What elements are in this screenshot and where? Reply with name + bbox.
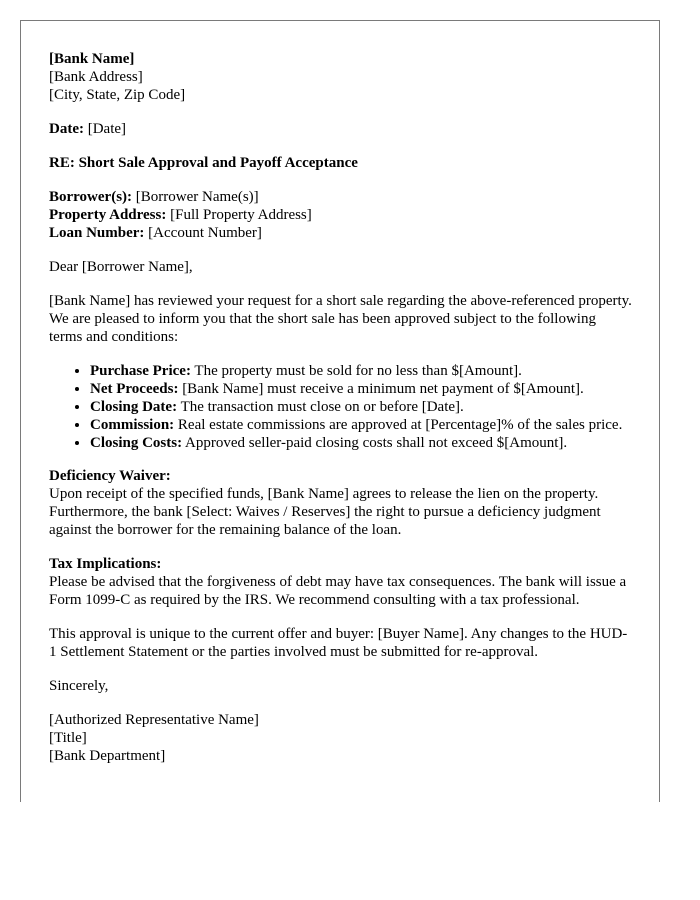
date-value: [Date]: [87, 121, 127, 137]
closing: Sincerely,: [49, 678, 109, 694]
term-item: [90, 362, 633, 380]
term-text: [Bank Name] must receive a minimum net payment of $[Amount].: [182, 381, 584, 397]
tax-section: [49, 555, 633, 609]
deficiency-section: [49, 467, 633, 539]
terms-list: [49, 362, 633, 452]
term-text: Approved seller-paid closing costs shall not exceed $[Amount].: [185, 435, 568, 451]
borrower-label: Borrower(s):: [49, 189, 133, 205]
salutation: Dear [Borrower Name],: [49, 259, 193, 275]
term-text: The transaction must close on or before [Date].: [180, 399, 464, 415]
date-line: [49, 120, 633, 138]
letter-content: [49, 50, 633, 765]
term-text: Real estate commissions are approved at [Percentage]% of the sales price.: [177, 417, 623, 433]
signature-block: [49, 711, 633, 765]
approval-note: This approval is unique to the current offer and buyer: [Buyer Name]. Any changes to the HUD-1 Settlement Statement or the parties involved must be submitted for re-approval.: [49, 626, 628, 660]
term-label: Closing Date:: [90, 399, 178, 415]
loan-value: [Account Number]: [148, 225, 262, 241]
term-item: [90, 398, 633, 416]
letter-page: [20, 20, 660, 802]
bank-address: [Bank Address]: [49, 69, 143, 85]
borrower-line: [49, 188, 633, 206]
term-label: Closing Costs:: [90, 435, 183, 451]
term-item: [90, 380, 633, 398]
property-value: [Full Property Address]: [170, 207, 312, 223]
term-label: Net Proceeds:: [90, 381, 179, 397]
subject-text: RE: Short Sale Approval and Payoff Acceptance: [49, 155, 358, 171]
loan-label: Loan Number:: [49, 225, 145, 241]
bank-city-state-zip: [City, State, Zip Code]: [49, 87, 186, 103]
property-label: Property Address:: [49, 207, 167, 223]
deficiency-heading: Deficiency Waiver:: [49, 468, 171, 484]
tax-text: Please be advised that the forgiveness of debt may have tax consequences. The bank will issue a Form 1099-C as required by the IRS. We recommend consulting with a tax professional.: [49, 574, 627, 608]
term-item: [90, 416, 633, 434]
signature-title: [Title]: [49, 730, 87, 746]
borrower-info: [49, 188, 633, 242]
subject-line: [49, 154, 633, 172]
deficiency-text: Upon receipt of the specified funds, [Bank Name] agrees to release the lien on the property. Furthermore, the bank [Select: Waives / Reserves] the right to pursue a deficiency judgment against the borrower for the remaining balance of the loan.: [49, 486, 601, 538]
loan-line: [49, 224, 633, 242]
intro-paragraph: [Bank Name] has reviewed your request for a short sale regarding the above-referenced property. We are pleased to inform you that the short sale has been approved subject to the following terms and conditions:: [49, 293, 632, 345]
term-label: Purchase Price:: [90, 363, 191, 379]
term-item: [90, 434, 633, 452]
signature-department: [Bank Department]: [49, 748, 166, 764]
bank-header: [49, 50, 633, 104]
borrower-value: [Borrower Name(s)]: [135, 189, 259, 205]
property-line: [49, 206, 633, 224]
tax-heading: Tax Implications:: [49, 556, 162, 572]
date-label: Date:: [49, 121, 84, 137]
term-text: The property must be sold for no less than $[Amount].: [194, 363, 522, 379]
term-label: Commission:: [90, 417, 175, 433]
signature-name: [Authorized Representative Name]: [49, 712, 259, 728]
bank-name: [Bank Name]: [49, 51, 135, 67]
